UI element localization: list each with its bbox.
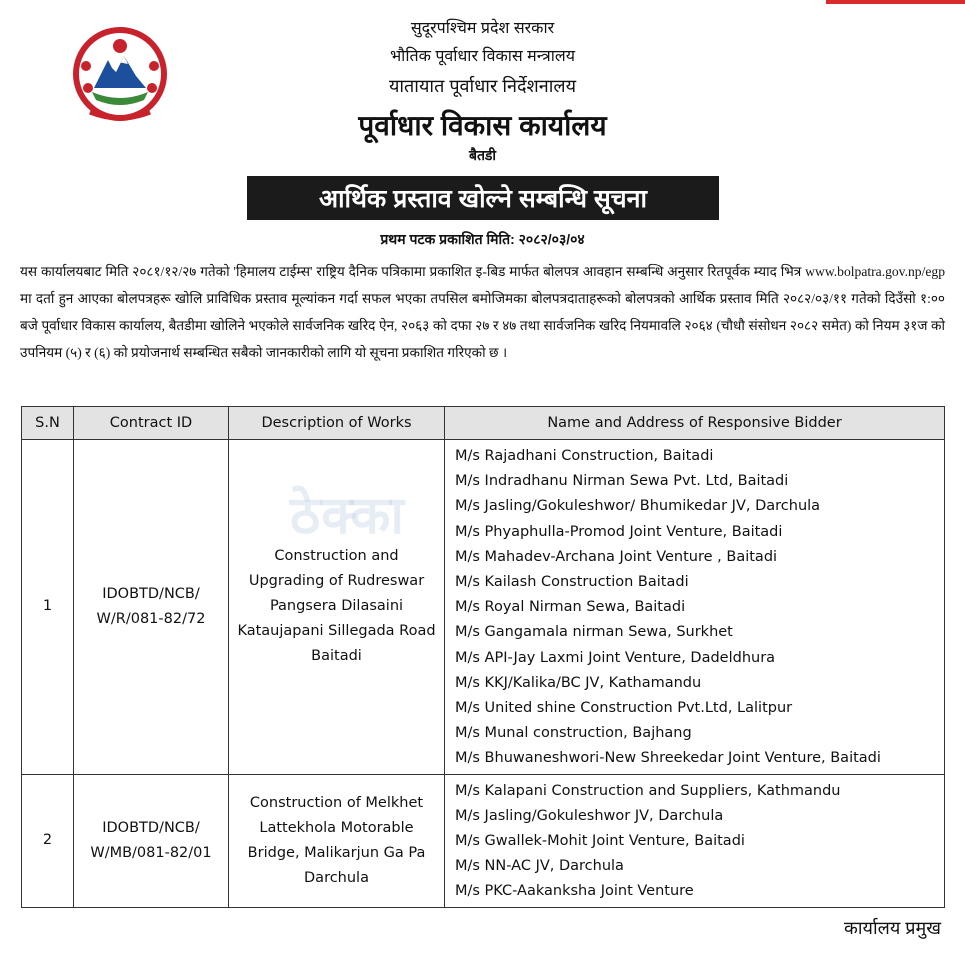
bidder-item: M/s United shine Construction Pvt.Ltd, Lalitpur [455, 700, 793, 717]
header-line-1: सुदूरपश्चिम प्रदेश सरकार [410, 20, 555, 37]
bidder-item: M/s Phyaphulla-Promod Joint Venture, Baitadi [455, 523, 783, 540]
bidder-item: M/s Gwallek-Mohit Joint Venture, Baitadi [455, 833, 745, 850]
row-sn: 2 [22, 774, 74, 907]
published-date: प्रथम पटक प्रकाशित मिति: २०८२/०३/०४ [380, 231, 585, 247]
header-line-2: भौतिक पूर्वाधार विकास मन्त्रालय [389, 48, 576, 65]
row-contract-id: IDOBTD/NCB/ W/R/081-82/72 [74, 440, 229, 775]
bidder-item: M/s Jasling/Gokuleshwor/ Bhumikedar JV, Darchula [455, 498, 821, 515]
bidder-item: M/s KKJ/Kalika/BC JV, Kathamandu [455, 674, 702, 691]
row-contract-id: IDOBTD/NCB/ W/MB/081-82/01 [74, 774, 229, 907]
column-header-description: Description of Works [229, 407, 445, 440]
row-sn: 1 [22, 440, 74, 775]
table-header-row [22, 407, 945, 440]
notice-title: आर्थिक प्रस्ताव खोल्ने सम्बन्धि सूचना [318, 185, 648, 213]
office-title: पूर्वाधार विकास कार्यालय [358, 110, 607, 141]
bidder-item: M/s PKC-Aakanksha Joint Venture [455, 883, 694, 900]
column-header-bidder: Name and Address of Responsive Bidder [445, 407, 945, 440]
bidder-item: M/s NN-AC JV, Darchula [455, 858, 624, 875]
bidder-item: M/s Kalapani Construction and Suppliers, Kathmandu [455, 782, 841, 799]
bidder-item: M/s Indradhanu Nirman Sewa Pvt. Ltd, Baitadi [455, 473, 789, 490]
bidder-item: M/s Munal construction, Bajhang [455, 725, 692, 742]
bidder-item: M/s Mahadev-Archana Joint Venture , Baitadi [455, 548, 778, 565]
bidder-item: M/s Bhuwaneshwori-New Shreekedar Joint Venture, Baitadi [455, 750, 881, 767]
bidders-table [21, 406, 945, 908]
bidder-item: M/s Kailash Construction Baitadi [455, 574, 689, 591]
column-header-sn: S.N [22, 407, 74, 440]
watermark: ठेक्का [290, 487, 405, 545]
row-bidders [445, 774, 945, 907]
row-description: Construction of Melkhet Lattekhola Motorable Bridge, Malikarjun Ga Pa Darchula [229, 774, 445, 907]
row-description: Construction and Upgrading of Rudreswar Pangsera Dilasaini Kataujapani Sillegada Road Baitadi [229, 440, 445, 775]
bidder-item: M/s Royal Nirman Sewa, Baitadi [455, 599, 686, 616]
header-line-3: यातायात पूर्वाधार निर्देशनालय [388, 76, 577, 96]
bidder-item: M/s API-Jay Laxmi Joint Venture, Dadeldhura [455, 649, 776, 666]
corner-accent [826, 0, 965, 4]
notice-body-text: यस कार्यालयबाट मिति २०८१/१२/२७ गतेको 'हिमालय टाईम्स' राष्ट्रिय दैनिक पत्रिकामा प्रकाशित इ-बिड मार्फत बोलपत्र आवहान सम्बन्धि अनुसार रितपूर्वक म्याद भित्र www.bolpatra.gov.np/egp मा दर्ता हुन आएका बोलपत्रहरू खोलि प्राविधिक प्रस्ताव मूल्यांकन गर्दा सफल भएका तपसिल बमोजिमका बोलपत्रदाताहरूको बोलपत्रको आर्थिक प्रस्ताव मिति २०८२/०३/११ गतेको दिउँसो १:०० बजे पूर्वाधार विकास कार्यालय, बैतडीमा खोलिने भएकोले सार्वजनिक खरिद ऐन, २०६३ को दफा २७ र ४७ तथा सार्वजनिक खरिद नियमावलि २०६४ (चौधौ संसोधन २०८२ समेत) को नियम ३१ज को उपनियम (५) र (६) को प्रयोजनार्थ सम्बन्धित सबैको जानकारीको लागि यो सूचना प्रकाशित गरिएको छ । [20, 264, 945, 360]
bidder-item: M/s Gangamala nirman Sewa, Surkhet [455, 624, 733, 641]
bidder-item: M/s Jasling/Gokuleshwor JV, Darchula [455, 807, 724, 824]
table-row [22, 774, 945, 907]
bidder-item: M/s Rajadhani Construction, Baitadi [455, 448, 714, 464]
table-row [22, 440, 945, 775]
notice-title-banner [247, 176, 719, 220]
row-bidders [445, 440, 945, 775]
signature-office-chief: कार्यालय प्रमुख [844, 918, 941, 938]
district-name: बैतडी [468, 147, 497, 163]
column-header-contract-id: Contract ID [74, 407, 229, 440]
